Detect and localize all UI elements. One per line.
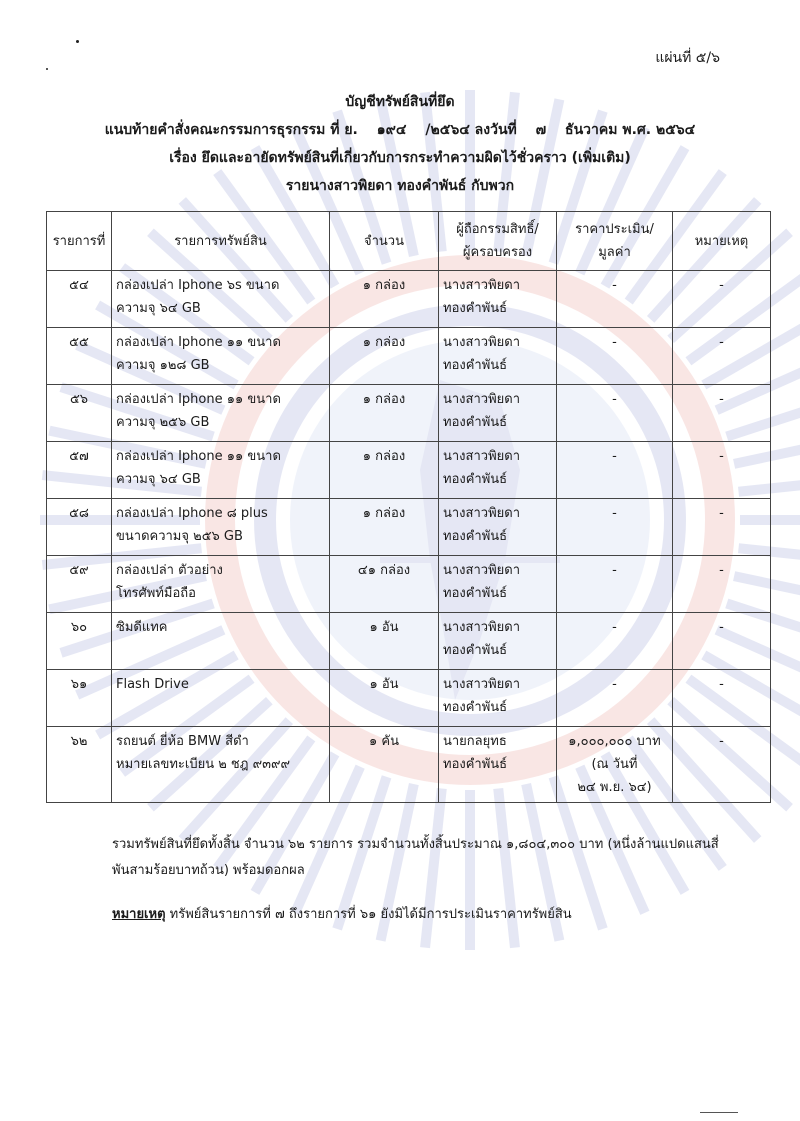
row-item — [112, 499, 330, 556]
col-header-owner-line2: ผู้ครอบครอง — [462, 245, 533, 260]
row-no: ๕๔ — [47, 271, 112, 328]
row-value-line1: - — [612, 392, 617, 407]
row-item-line1: กล่องเปล่า Iphone ๖s ขนาด — [116, 278, 280, 293]
row-item-line1: Flash Drive — [116, 677, 189, 692]
row-qty: ๑ กล่อง — [330, 442, 439, 499]
row-note: - — [673, 499, 771, 556]
document-subject: เรื่อง ยึดและอายัดทรัพย์สินที่เกี่ยวกับการกระทำความผิดไว้ชั่วคราว (เพิ่มเติม) — [169, 150, 631, 166]
document-person: รายนางสาวพิยดา ทองคำพันธ์ กับพวก — [285, 178, 515, 194]
table-row — [47, 727, 771, 803]
row-value-line1: - — [612, 278, 617, 293]
row-value-line1: - — [612, 506, 617, 521]
row-owner — [439, 613, 557, 670]
row-owner-line1: นายกลยุทธ — [443, 734, 507, 749]
row-value — [557, 613, 673, 670]
row-item-line2: ความจุ ๖๔ GB — [116, 472, 201, 487]
row-item-line2: หมายเลขทะเบียน ๒ ชฎ ๙๓๙๙ — [116, 757, 291, 772]
row-note: - — [673, 442, 771, 499]
table-header-row — [47, 212, 771, 271]
row-note: - — [673, 328, 771, 385]
col-header-owner — [439, 212, 557, 271]
table-row — [47, 442, 771, 499]
row-item — [112, 442, 330, 499]
row-no: ๖๒ — [47, 727, 112, 803]
order-month-year: ธันวาคม พ.ศ. ๒๕๖๔ — [565, 122, 696, 138]
row-owner-line1: นางสาวพิยดา — [443, 335, 520, 350]
row-owner — [439, 328, 557, 385]
row-value-line1: - — [612, 677, 617, 692]
remark — [112, 903, 732, 924]
table-row — [47, 670, 771, 727]
row-no: ๕๕ — [47, 328, 112, 385]
row-owner-line1: นางสาวพิยดา — [443, 620, 520, 635]
table-row — [47, 385, 771, 442]
table-row — [47, 499, 771, 556]
row-owner-line2: ทองคำพันธ์ — [443, 643, 508, 658]
row-note: - — [673, 271, 771, 328]
row-value-line1: ๑,๐๐๐,๐๐๐ บาท — [568, 734, 661, 749]
row-owner-line1: นางสาวพิยดา — [443, 278, 520, 293]
row-owner — [439, 670, 557, 727]
remark-label: หมายเหตุ — [112, 907, 166, 922]
table-row — [47, 328, 771, 385]
row-item-line2: โทรศัพท์มือถือ — [116, 586, 196, 601]
order-reference — [0, 119, 800, 141]
row-note: - — [673, 613, 771, 670]
row-owner-line1: นางสาวพิยดา — [443, 392, 520, 407]
row-item-line2: ความจุ ๒๕๖ GB — [116, 415, 210, 430]
row-item — [112, 328, 330, 385]
row-owner-line2: ทองคำพันธ์ — [443, 472, 508, 487]
row-item — [112, 556, 330, 613]
row-qty: ๑ อัน — [330, 670, 439, 727]
row-qty: ๑ กล่อง — [330, 271, 439, 328]
row-owner-line2: ทองคำพันธ์ — [443, 529, 508, 544]
summary-text: รวมทรัพย์สินที่ยึดทั้งสิ้น จำนวน ๖๒ รายการ รวมจำนวนทั้งสิ้นประมาณ ๑,๘๐๔,๓๐๐ บาท (หนึ่งล้านแปดแสนสี่พันสามร้อยบาทถ้วน) พร้อมดอกผล — [112, 837, 719, 878]
row-item — [112, 727, 330, 803]
row-value — [557, 442, 673, 499]
row-item — [112, 613, 330, 670]
row-no: ๖๐ — [47, 613, 112, 670]
row-no: ๕๘ — [47, 499, 112, 556]
row-qty: ๑ กล่อง — [330, 499, 439, 556]
row-note: - — [673, 385, 771, 442]
row-owner — [439, 499, 557, 556]
col-header-value-line1: ราคาประเมิน/ — [575, 222, 654, 237]
row-owner-line2: ทองคำพันธ์ — [443, 301, 508, 316]
col-header-item: รายการทรัพย์สิน — [112, 212, 330, 271]
row-item-line1: กล่องเปล่า Iphone ๑๑ ขนาด — [116, 335, 281, 350]
row-value — [557, 271, 673, 328]
row-item-line1: กล่องเปล่า ตัวอย่าง — [116, 563, 223, 578]
row-value — [557, 670, 673, 727]
row-owner — [439, 271, 557, 328]
row-no: ๖๑ — [47, 670, 112, 727]
row-value — [557, 556, 673, 613]
col-header-value-line2: มูลค่า — [598, 245, 631, 260]
row-item-line1: ซิมดีแทค — [116, 620, 168, 635]
row-no: ๕๖ — [47, 385, 112, 442]
row-owner-line2: ทองคำพันธ์ — [443, 700, 508, 715]
asset-table-body — [47, 271, 771, 803]
order-year-date-label: /๒๕๖๔ ลงวันที่ — [425, 122, 517, 138]
row-owner-line1: นางสาวพิยดา — [443, 506, 520, 521]
row-owner-line1: นางสาวพิยดา — [443, 563, 520, 578]
row-owner-line2: ทองคำพันธ์ — [443, 757, 508, 772]
row-owner — [439, 442, 557, 499]
order-day: ๗ — [535, 122, 547, 138]
scan-speck — [46, 68, 48, 70]
col-header-owner-line1: ผู้ถือกรรมสิทธิ์/ — [456, 222, 539, 237]
row-value — [557, 499, 673, 556]
row-note: - — [673, 556, 771, 613]
row-owner — [439, 727, 557, 803]
row-qty: ๑ กล่อง — [330, 385, 439, 442]
row-item-line2: ความจุ ๑๒๘ GB — [116, 358, 210, 373]
col-header-value — [557, 212, 673, 271]
row-qty: ๑ คัน — [330, 727, 439, 803]
table-row — [47, 613, 771, 670]
row-qty: ๔๑ กล่อง — [330, 556, 439, 613]
row-no: ๕๗ — [47, 442, 112, 499]
row-value — [557, 328, 673, 385]
row-value — [557, 727, 673, 803]
row-value-line1: - — [612, 563, 617, 578]
row-note: - — [673, 727, 771, 803]
order-reference-prefix: แนบท้ายคำสั่งคณะกรรมการธุรกรรม ที่ ย. — [104, 122, 358, 138]
col-header-qty: จำนวน — [330, 212, 439, 271]
row-value-line1: - — [612, 620, 617, 635]
document-title: บัญชีทรัพย์สินที่ยึด — [345, 94, 455, 110]
row-item — [112, 670, 330, 727]
row-no: ๕๙ — [47, 556, 112, 613]
row-value-line3: ๒๔ พ.ย. ๖๔) — [577, 780, 652, 795]
order-number: ๑๙๔ — [376, 122, 407, 138]
row-qty: ๑ กล่อง — [330, 328, 439, 385]
footer-mark — [700, 1112, 738, 1116]
row-item-line1: กล่องเปล่า Iphone ๑๑ ขนาด — [116, 392, 281, 407]
row-item — [112, 385, 330, 442]
col-header-no: รายการที่ — [47, 212, 112, 271]
row-qty: ๑ อัน — [330, 613, 439, 670]
sheet-number: แผ่นที่ ๕/๖ — [655, 50, 720, 66]
row-value-line1: - — [612, 335, 617, 350]
row-owner-line1: นางสาวพิยดา — [443, 449, 520, 464]
row-item-line1: กล่องเปล่า Iphone ๘ plus — [116, 506, 268, 521]
row-note: - — [673, 670, 771, 727]
remark-text: ทรัพย์สินรายการที่ ๗ ถึงรายการที่ ๖๑ ยังมิได้มีการประเมินราคาทรัพย์สิน — [169, 907, 572, 922]
row-owner — [439, 385, 557, 442]
row-value — [557, 385, 673, 442]
scan-speck — [76, 40, 79, 43]
row-owner-line2: ทองคำพันธ์ — [443, 415, 508, 430]
asset-table — [46, 211, 771, 803]
row-owner — [439, 556, 557, 613]
table-row — [47, 271, 771, 328]
row-owner-line2: ทองคำพันธ์ — [443, 586, 508, 601]
row-value-line2: (ณ วันที่ — [591, 757, 638, 772]
row-owner-line2: ทองคำพันธ์ — [443, 358, 508, 373]
col-header-note: หมายเหตุ — [673, 212, 771, 271]
row-item-line2: ความจุ ๖๔ GB — [116, 301, 201, 316]
table-row — [47, 556, 771, 613]
row-item — [112, 271, 330, 328]
row-value-line1: - — [612, 449, 617, 464]
row-owner-line1: นางสาวพิยดา — [443, 677, 520, 692]
row-item-line1: กล่องเปล่า Iphone ๑๑ ขนาด — [116, 449, 281, 464]
row-item-line1: รถยนต์ ยี่ห้อ BMW สีดำ — [116, 734, 249, 749]
row-item-line2: ขนาดความจุ ๒๕๖ GB — [116, 529, 243, 544]
